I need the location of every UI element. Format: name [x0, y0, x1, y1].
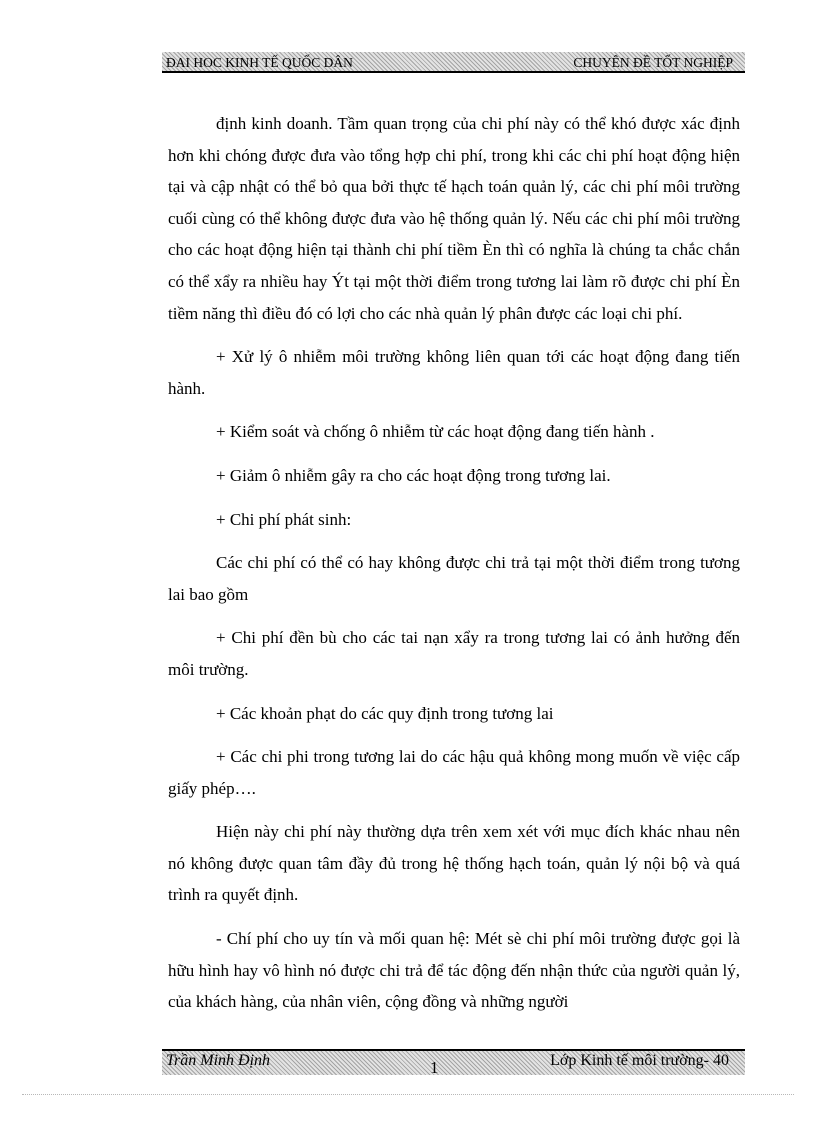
paragraph: + Xử lý ô nhiễm môi trường không liên quan tới các hoạt động đang tiến hành. — [168, 347, 740, 398]
document-body — [168, 108, 740, 1018]
page-footer — [162, 1049, 745, 1075]
paragraph: + Các chi phi trong tương lai do các hậu quả không mong muốn về việc cấp giấy phép…. — [168, 747, 740, 798]
page-bottom-edge — [22, 1094, 794, 1095]
paragraph: + Chi phí phát sinh: — [216, 509, 352, 529]
page-number: 1 — [430, 1058, 439, 1077]
page-header — [162, 52, 745, 73]
paragraph: + Chi phí đền bù cho các tai nạn xẩy ra trong tương lai có ảnh hưởng đến môi trường. — [168, 628, 740, 679]
paragraph: - Chí phí cho uy tín và mối quan hệ: Mét sè chi phí môi trường được gọi là hữu hình hay vô hình nó được chi trả để tác động đến nhận thức của người quản lý, của khách hàng, của nhân viên, cộng đồng và những người — [168, 929, 740, 1012]
header-document-type: CHUYÊN ĐỀ TỐT NGHIỆP — [573, 55, 733, 70]
footer-author: Trần Minh Định — [166, 1052, 271, 1069]
footer-class: Lớp Kinh tế môi trường- 40 — [550, 1052, 729, 1069]
paragraph: + Giảm ô nhiễm gây ra cho các hoạt động trong tương lai. — [216, 465, 611, 485]
paragraph: Hiện này chi phí này thường dựa trên xem xét với mục đích khác nhau nên nó không được quan tâm đầy đủ trong hệ thống hạch toán, quản lý nội bộ và quá trình ra quyết định. — [168, 822, 740, 905]
header-university: ĐAI HOC KINH TẾ QUỐC DÂN — [166, 55, 353, 70]
paragraph: + Kiểm soát và chống ô nhiễm từ các hoạt động đang tiến hành . — [216, 422, 655, 442]
paragraph: Các chi phí có thể có hay không được chi trả tại một thời điểm trong tương lai bao gồm — [168, 553, 740, 604]
paragraph: định kinh doanh. Tầm quan trọng của chi phí này có thể khó được xác định hơn khi chóng được đưa vào tổng hợp chi phí, trong khi các chi phí hoạt động hiện tại và cập nhật có thể bỏ qua bởi thực tế hạch toán quản lý, các chi phí môi trường cuối cùng có thể không được đưa vào hệ thống quản lý. Nếu các chi phí môi trường cho các hoạt động hiện tại thành chi phí tiềm Èn thì có nghĩa là chúng ta chắc chắn có thể xẩy ra nhiều hay Ýt tại một thời điểm trong tương lai làm rõ được chi phí Èn tiềm năng thì điều đó có lợi cho các nhà quản lý phân được các loại chi phí. — [168, 114, 740, 323]
paragraph: + Các khoản phạt do các quy định trong tương lai — [216, 703, 554, 723]
